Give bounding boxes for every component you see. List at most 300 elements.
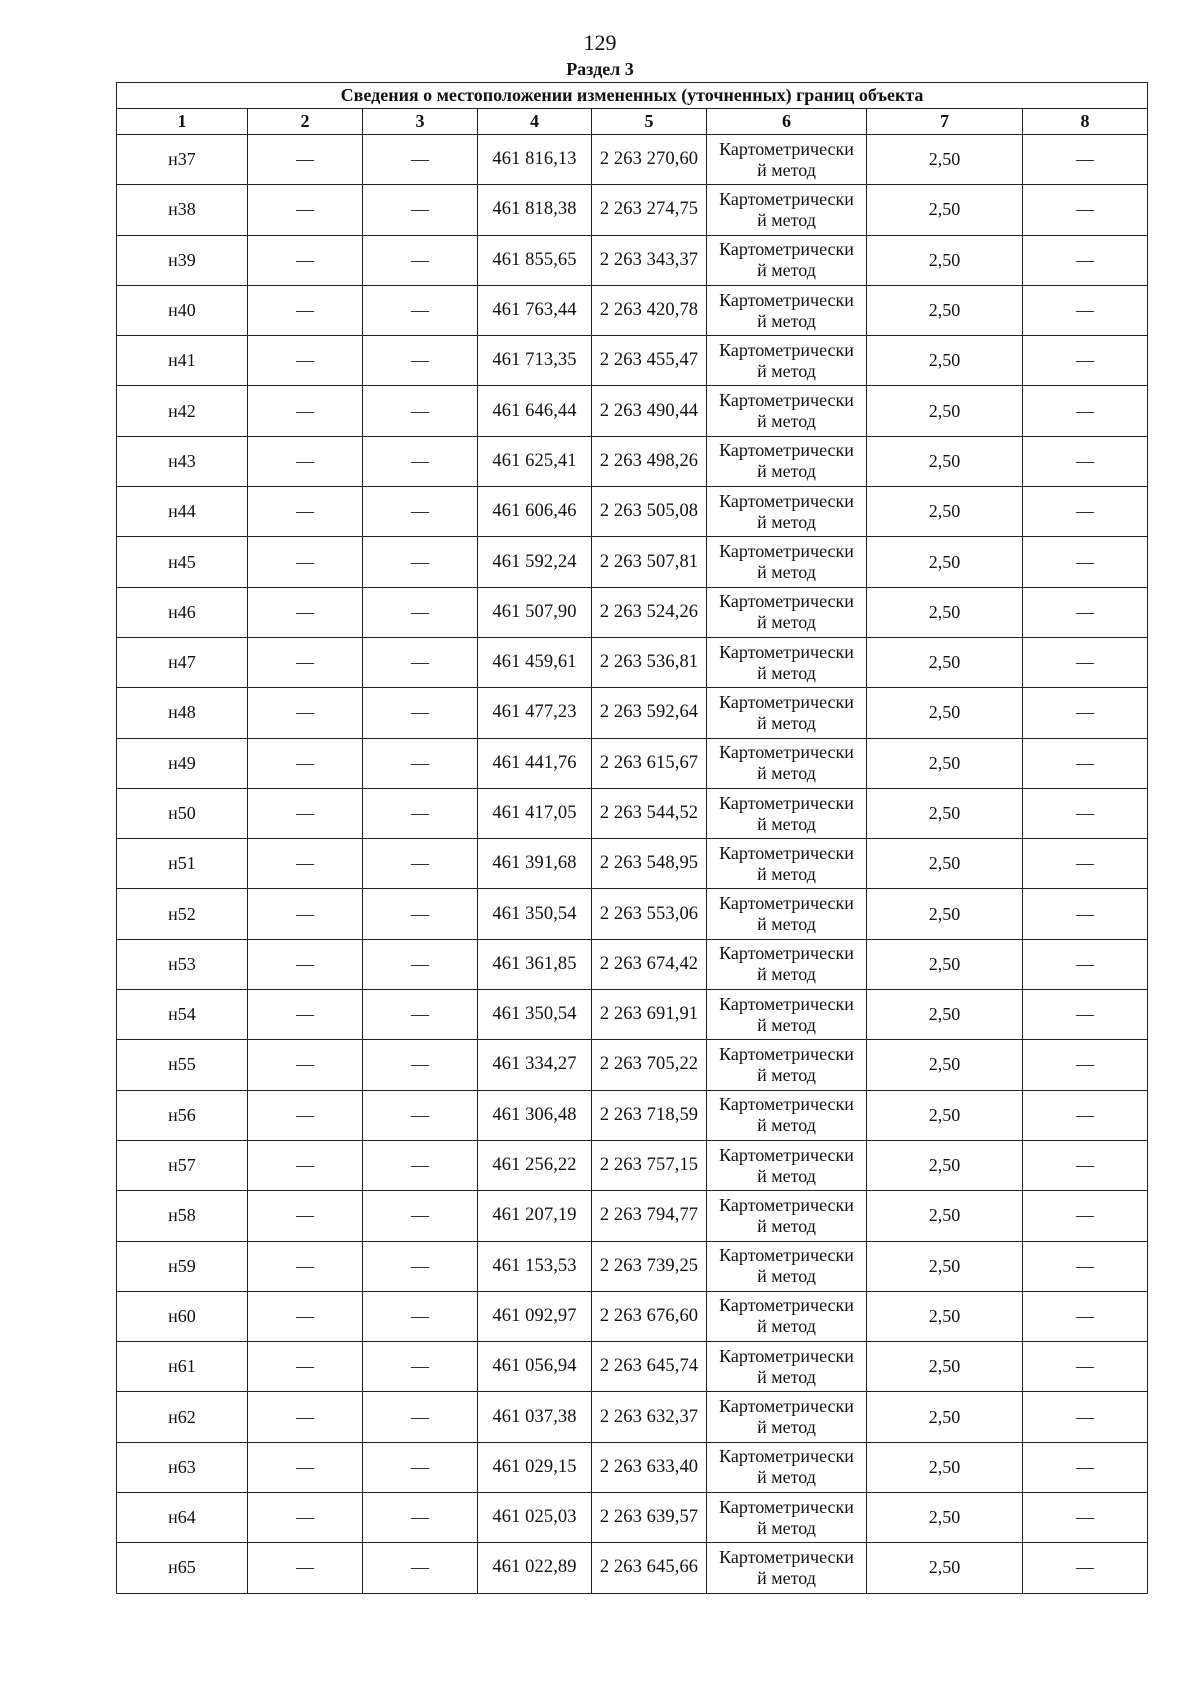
x-coordinate-cell: 461 153,53 bbox=[478, 1241, 592, 1291]
column-8-cell: — bbox=[1023, 839, 1148, 889]
accuracy-cell: 2,50 bbox=[867, 1442, 1023, 1492]
column-8-cell: — bbox=[1023, 738, 1148, 788]
method-cell bbox=[707, 1140, 867, 1190]
column-2-cell: — bbox=[248, 1241, 363, 1291]
method-text-line: Картометрически bbox=[719, 1446, 854, 1467]
accuracy-cell: 2,50 bbox=[867, 688, 1023, 738]
column-number: 1 bbox=[117, 109, 248, 135]
column-3-cell: — bbox=[363, 788, 478, 838]
column-3-cell: — bbox=[363, 1241, 478, 1291]
point-number-cell: н59 bbox=[117, 1241, 248, 1291]
method-text-line: й метод bbox=[757, 712, 816, 733]
point-number-cell: н39 bbox=[117, 235, 248, 285]
method-text-line: Картометрически bbox=[719, 1345, 854, 1366]
table-row bbox=[117, 1241, 1148, 1291]
point-number-cell: н44 bbox=[117, 487, 248, 537]
point-number-cell: н63 bbox=[117, 1442, 248, 1492]
table-row bbox=[117, 1291, 1148, 1341]
method-cell bbox=[707, 1241, 867, 1291]
point-number-cell: н45 bbox=[117, 537, 248, 587]
column-2-cell: — bbox=[248, 1040, 363, 1090]
method-text-line: Картометрически bbox=[719, 289, 854, 310]
column-2-cell: — bbox=[248, 235, 363, 285]
point-number-cell: н60 bbox=[117, 1291, 248, 1341]
boundary-table bbox=[116, 82, 1148, 1594]
column-2-cell: — bbox=[248, 1543, 363, 1593]
table-row bbox=[117, 1442, 1148, 1492]
x-coordinate-cell: 461 207,19 bbox=[478, 1191, 592, 1241]
point-number-cell: н47 bbox=[117, 637, 248, 687]
point-number-cell: н49 bbox=[117, 738, 248, 788]
method-text-line: й метод bbox=[757, 964, 816, 985]
column-8-cell: — bbox=[1023, 386, 1148, 436]
table-caption: Сведения о местоположении измененных (уточненных) границ объекта bbox=[117, 83, 1148, 109]
method-cell bbox=[707, 839, 867, 889]
accuracy-cell: 2,50 bbox=[867, 738, 1023, 788]
column-3-cell: — bbox=[363, 839, 478, 889]
point-number-cell: н43 bbox=[117, 436, 248, 486]
method-text-line: Картометрически bbox=[719, 138, 854, 159]
y-coordinate-cell: 2 263 420,78 bbox=[592, 285, 707, 335]
y-coordinate-cell: 2 263 524,26 bbox=[592, 587, 707, 637]
y-coordinate-cell: 2 263 592,64 bbox=[592, 688, 707, 738]
method-cell bbox=[707, 1090, 867, 1140]
column-8-cell: — bbox=[1023, 285, 1148, 335]
table-row bbox=[117, 587, 1148, 637]
point-number-cell: н52 bbox=[117, 889, 248, 939]
accuracy-cell: 2,50 bbox=[867, 185, 1023, 235]
method-cell bbox=[707, 788, 867, 838]
method-cell bbox=[707, 185, 867, 235]
y-coordinate-cell: 2 263 676,60 bbox=[592, 1291, 707, 1341]
table-row bbox=[117, 788, 1148, 838]
method-text-line: Картометрически bbox=[719, 641, 854, 662]
method-text-line: й метод bbox=[757, 461, 816, 482]
x-coordinate-cell: 461 417,05 bbox=[478, 788, 592, 838]
method-cell bbox=[707, 1543, 867, 1593]
method-text-line: й метод bbox=[757, 1316, 816, 1337]
column-3-cell: — bbox=[363, 336, 478, 386]
table-row bbox=[117, 285, 1148, 335]
x-coordinate-cell: 461 361,85 bbox=[478, 939, 592, 989]
column-2-cell: — bbox=[248, 1392, 363, 1442]
x-coordinate-cell: 461 713,35 bbox=[478, 336, 592, 386]
method-text-line: Картометрически bbox=[719, 1245, 854, 1266]
column-3-cell: — bbox=[363, 688, 478, 738]
method-cell bbox=[707, 436, 867, 486]
column-8-cell: — bbox=[1023, 1291, 1148, 1341]
method-text-line: Картометрически bbox=[719, 541, 854, 562]
accuracy-cell: 2,50 bbox=[867, 587, 1023, 637]
method-cell bbox=[707, 1291, 867, 1341]
y-coordinate-cell: 2 263 691,91 bbox=[592, 990, 707, 1040]
x-coordinate-cell: 461 037,38 bbox=[478, 1392, 592, 1442]
point-number-cell: н48 bbox=[117, 688, 248, 738]
column-2-cell: — bbox=[248, 185, 363, 235]
y-coordinate-cell: 2 263 632,37 bbox=[592, 1392, 707, 1442]
method-cell bbox=[707, 939, 867, 989]
accuracy-cell: 2,50 bbox=[867, 386, 1023, 436]
column-3-cell: — bbox=[363, 1342, 478, 1392]
accuracy-cell: 2,50 bbox=[867, 939, 1023, 989]
method-cell bbox=[707, 1392, 867, 1442]
method-text-line: й метод bbox=[757, 260, 816, 281]
y-coordinate-cell: 2 263 553,06 bbox=[592, 889, 707, 939]
column-number: 7 bbox=[867, 109, 1023, 135]
method-cell bbox=[707, 537, 867, 587]
y-coordinate-cell: 2 263 270,60 bbox=[592, 135, 707, 185]
x-coordinate-cell: 461 029,15 bbox=[478, 1442, 592, 1492]
column-8-cell: — bbox=[1023, 1543, 1148, 1593]
x-coordinate-cell: 461 816,13 bbox=[478, 135, 592, 185]
point-number-cell: н65 bbox=[117, 1543, 248, 1593]
method-text-line: й метод bbox=[757, 1064, 816, 1085]
column-3-cell: — bbox=[363, 1392, 478, 1442]
method-text-line: й метод bbox=[757, 1165, 816, 1186]
method-cell bbox=[707, 637, 867, 687]
table-row bbox=[117, 1090, 1148, 1140]
table-row bbox=[117, 1191, 1148, 1241]
method-text-line: й метод bbox=[757, 310, 816, 331]
table-row bbox=[117, 1543, 1148, 1593]
method-text-line: й метод bbox=[757, 1115, 816, 1136]
table-row bbox=[117, 839, 1148, 889]
column-number: 2 bbox=[248, 109, 363, 135]
column-2-cell: — bbox=[248, 285, 363, 335]
column-2-cell: — bbox=[248, 436, 363, 486]
column-8-cell: — bbox=[1023, 1040, 1148, 1090]
accuracy-cell: 2,50 bbox=[867, 1241, 1023, 1291]
column-8-cell: — bbox=[1023, 1493, 1148, 1543]
accuracy-cell: 2,50 bbox=[867, 235, 1023, 285]
table-row bbox=[117, 889, 1148, 939]
point-number-cell: н41 bbox=[117, 336, 248, 386]
method-text-line: й метод bbox=[757, 763, 816, 784]
x-coordinate-cell: 461 306,48 bbox=[478, 1090, 592, 1140]
method-text-line: Картометрически bbox=[719, 1295, 854, 1316]
point-number-cell: н61 bbox=[117, 1342, 248, 1392]
method-text-line: й метод bbox=[757, 411, 816, 432]
column-number: 6 bbox=[707, 109, 867, 135]
column-3-cell: — bbox=[363, 135, 478, 185]
accuracy-cell: 2,50 bbox=[867, 839, 1023, 889]
point-number-cell: н42 bbox=[117, 386, 248, 436]
point-number-cell: н54 bbox=[117, 990, 248, 1040]
column-2-cell: — bbox=[248, 487, 363, 537]
column-3-cell: — bbox=[363, 1191, 478, 1241]
accuracy-cell: 2,50 bbox=[867, 537, 1023, 587]
column-3-cell: — bbox=[363, 1442, 478, 1492]
method-text-line: й метод bbox=[757, 1567, 816, 1588]
method-cell bbox=[707, 235, 867, 285]
column-number: 3 bbox=[363, 109, 478, 135]
column-2-cell: — bbox=[248, 637, 363, 687]
column-2-cell: — bbox=[248, 1291, 363, 1341]
column-8-cell: — bbox=[1023, 1442, 1148, 1492]
table-row bbox=[117, 235, 1148, 285]
y-coordinate-cell: 2 263 645,74 bbox=[592, 1342, 707, 1392]
column-2-cell: — bbox=[248, 1442, 363, 1492]
column-2-cell: — bbox=[248, 788, 363, 838]
y-coordinate-cell: 2 263 536,81 bbox=[592, 637, 707, 687]
column-8-cell: — bbox=[1023, 235, 1148, 285]
y-coordinate-cell: 2 263 645,66 bbox=[592, 1543, 707, 1593]
column-8-cell: — bbox=[1023, 185, 1148, 235]
x-coordinate-cell: 461 391,68 bbox=[478, 839, 592, 889]
x-coordinate-cell: 461 022,89 bbox=[478, 1543, 592, 1593]
y-coordinate-cell: 2 263 274,75 bbox=[592, 185, 707, 235]
column-8-cell: — bbox=[1023, 637, 1148, 687]
method-text-line: Картометрически bbox=[719, 993, 854, 1014]
x-coordinate-cell: 461 592,24 bbox=[478, 537, 592, 587]
x-coordinate-cell: 461 334,27 bbox=[478, 1040, 592, 1090]
table-row bbox=[117, 688, 1148, 738]
column-8-cell: — bbox=[1023, 135, 1148, 185]
x-coordinate-cell: 461 818,38 bbox=[478, 185, 592, 235]
y-coordinate-cell: 2 263 615,67 bbox=[592, 738, 707, 788]
column-3-cell: — bbox=[363, 587, 478, 637]
method-text-line: й метод bbox=[757, 511, 816, 532]
point-number-cell: н50 bbox=[117, 788, 248, 838]
column-3-cell: — bbox=[363, 487, 478, 537]
method-text-line: Картометрически bbox=[719, 792, 854, 813]
point-number-cell: н58 bbox=[117, 1191, 248, 1241]
table-row bbox=[117, 436, 1148, 486]
method-cell bbox=[707, 487, 867, 537]
method-cell bbox=[707, 1342, 867, 1392]
section-title: Раздел 3 bbox=[566, 59, 634, 79]
column-2-cell: — bbox=[248, 336, 363, 386]
column-8-cell: — bbox=[1023, 436, 1148, 486]
method-cell bbox=[707, 1493, 867, 1543]
column-8-cell: — bbox=[1023, 788, 1148, 838]
point-number-cell: н40 bbox=[117, 285, 248, 335]
method-text-line: й метод bbox=[757, 1014, 816, 1035]
y-coordinate-cell: 2 263 705,22 bbox=[592, 1040, 707, 1090]
column-2-cell: — bbox=[248, 1342, 363, 1392]
method-text-line: й метод bbox=[757, 1517, 816, 1538]
y-coordinate-cell: 2 263 507,81 bbox=[592, 537, 707, 587]
method-text-line: й метод bbox=[757, 209, 816, 230]
column-2-cell: — bbox=[248, 537, 363, 587]
table-row bbox=[117, 336, 1148, 386]
method-text-line: Картометрически bbox=[719, 239, 854, 260]
accuracy-cell: 2,50 bbox=[867, 285, 1023, 335]
accuracy-cell: 2,50 bbox=[867, 889, 1023, 939]
method-text-line: й метод bbox=[757, 562, 816, 583]
method-text-line: Картометрически bbox=[719, 1043, 854, 1064]
table-row bbox=[117, 487, 1148, 537]
table-row bbox=[117, 537, 1148, 587]
y-coordinate-cell: 2 263 343,37 bbox=[592, 235, 707, 285]
x-coordinate-cell: 461 855,65 bbox=[478, 235, 592, 285]
column-3-cell: — bbox=[363, 738, 478, 788]
accuracy-cell: 2,50 bbox=[867, 1090, 1023, 1140]
table-row bbox=[117, 1140, 1148, 1190]
column-2-cell: — bbox=[248, 939, 363, 989]
method-text-line: й метод bbox=[757, 1215, 816, 1236]
method-text-line: й метод bbox=[757, 813, 816, 834]
method-text-line: Картометрически bbox=[719, 943, 854, 964]
method-text-line: й метод bbox=[757, 1417, 816, 1438]
method-cell bbox=[707, 1191, 867, 1241]
accuracy-cell: 2,50 bbox=[867, 487, 1023, 537]
method-text-line: Картометрически bbox=[719, 691, 854, 712]
table-row bbox=[117, 1392, 1148, 1442]
y-coordinate-cell: 2 263 674,42 bbox=[592, 939, 707, 989]
x-coordinate-cell: 461 256,22 bbox=[478, 1140, 592, 1190]
y-coordinate-cell: 2 263 633,40 bbox=[592, 1442, 707, 1492]
page-number: 129 bbox=[583, 30, 617, 55]
column-2-cell: — bbox=[248, 587, 363, 637]
method-text-line: Картометрически bbox=[719, 1094, 854, 1115]
method-cell bbox=[707, 1040, 867, 1090]
accuracy-cell: 2,50 bbox=[867, 1040, 1023, 1090]
method-text-line: Картометрически bbox=[719, 490, 854, 511]
column-8-cell: — bbox=[1023, 336, 1148, 386]
point-number-cell: н46 bbox=[117, 587, 248, 637]
table-row bbox=[117, 1342, 1148, 1392]
y-coordinate-cell: 2 263 505,08 bbox=[592, 487, 707, 537]
table-row bbox=[117, 386, 1148, 436]
column-number: 8 bbox=[1023, 109, 1148, 135]
accuracy-cell: 2,50 bbox=[867, 788, 1023, 838]
column-number-row bbox=[117, 109, 1148, 135]
column-3-cell: — bbox=[363, 185, 478, 235]
column-3-cell: — bbox=[363, 235, 478, 285]
method-text-line: й метод bbox=[757, 159, 816, 180]
accuracy-cell: 2,50 bbox=[867, 1291, 1023, 1341]
column-8-cell: — bbox=[1023, 1241, 1148, 1291]
method-text-line: Картометрически bbox=[719, 440, 854, 461]
table-row bbox=[117, 990, 1148, 1040]
column-2-cell: — bbox=[248, 990, 363, 1040]
method-text-line: й метод bbox=[757, 1366, 816, 1387]
method-cell bbox=[707, 738, 867, 788]
column-8-cell: — bbox=[1023, 688, 1148, 738]
column-3-cell: — bbox=[363, 386, 478, 436]
point-number-cell: н55 bbox=[117, 1040, 248, 1090]
method-text-line: Картометрически bbox=[719, 591, 854, 612]
method-cell bbox=[707, 889, 867, 939]
method-text-line: й метод bbox=[757, 360, 816, 381]
column-3-cell: — bbox=[363, 990, 478, 1040]
accuracy-cell: 2,50 bbox=[867, 336, 1023, 386]
column-3-cell: — bbox=[363, 1291, 478, 1341]
x-coordinate-cell: 461 350,54 bbox=[478, 889, 592, 939]
x-coordinate-cell: 461 507,90 bbox=[478, 587, 592, 637]
column-8-cell: — bbox=[1023, 487, 1148, 537]
y-coordinate-cell: 2 263 757,15 bbox=[592, 1140, 707, 1190]
column-8-cell: — bbox=[1023, 889, 1148, 939]
method-cell bbox=[707, 336, 867, 386]
x-coordinate-cell: 461 092,97 bbox=[478, 1291, 592, 1341]
column-3-cell: — bbox=[363, 1090, 478, 1140]
accuracy-cell: 2,50 bbox=[867, 1191, 1023, 1241]
table-row bbox=[117, 1040, 1148, 1090]
accuracy-cell: 2,50 bbox=[867, 1493, 1023, 1543]
table-row bbox=[117, 939, 1148, 989]
point-number-cell: н51 bbox=[117, 839, 248, 889]
method-text-line: й метод bbox=[757, 914, 816, 935]
column-3-cell: — bbox=[363, 637, 478, 687]
table-row bbox=[117, 738, 1148, 788]
column-2-cell: — bbox=[248, 1140, 363, 1190]
point-number-cell: н64 bbox=[117, 1493, 248, 1543]
method-text-line: Картометрически bbox=[719, 1546, 854, 1567]
table-row bbox=[117, 637, 1148, 687]
column-8-cell: — bbox=[1023, 1392, 1148, 1442]
column-3-cell: — bbox=[363, 939, 478, 989]
column-2-cell: — bbox=[248, 839, 363, 889]
y-coordinate-cell: 2 263 498,26 bbox=[592, 436, 707, 486]
column-3-cell: — bbox=[363, 436, 478, 486]
column-2-cell: — bbox=[248, 1191, 363, 1241]
method-text-line: й метод bbox=[757, 662, 816, 683]
point-number-cell: н56 bbox=[117, 1090, 248, 1140]
y-coordinate-cell: 2 263 794,77 bbox=[592, 1191, 707, 1241]
accuracy-cell: 2,50 bbox=[867, 637, 1023, 687]
column-8-cell: — bbox=[1023, 939, 1148, 989]
method-text-line: Картометрически bbox=[719, 1194, 854, 1215]
column-8-cell: — bbox=[1023, 537, 1148, 587]
column-2-cell: — bbox=[248, 1493, 363, 1543]
accuracy-cell: 2,50 bbox=[867, 436, 1023, 486]
x-coordinate-cell: 461 025,03 bbox=[478, 1493, 592, 1543]
column-3-cell: — bbox=[363, 1040, 478, 1090]
y-coordinate-cell: 2 263 544,52 bbox=[592, 788, 707, 838]
column-2-cell: — bbox=[248, 1090, 363, 1140]
x-coordinate-cell: 461 763,44 bbox=[478, 285, 592, 335]
x-coordinate-cell: 461 056,94 bbox=[478, 1342, 592, 1392]
accuracy-cell: 2,50 bbox=[867, 990, 1023, 1040]
method-cell bbox=[707, 587, 867, 637]
column-8-cell: — bbox=[1023, 1191, 1148, 1241]
method-cell bbox=[707, 135, 867, 185]
column-2-cell: — bbox=[248, 738, 363, 788]
accuracy-cell: 2,50 bbox=[867, 1342, 1023, 1392]
method-text-line: й метод bbox=[757, 1266, 816, 1287]
method-text-line: Картометрически bbox=[719, 1396, 854, 1417]
column-3-cell: — bbox=[363, 1493, 478, 1543]
accuracy-cell: 2,50 bbox=[867, 135, 1023, 185]
table-body bbox=[117, 135, 1148, 1594]
table-row bbox=[117, 185, 1148, 235]
column-3-cell: — bbox=[363, 285, 478, 335]
method-text-line: Картометрически bbox=[719, 339, 854, 360]
column-3-cell: — bbox=[363, 537, 478, 587]
column-2-cell: — bbox=[248, 889, 363, 939]
accuracy-cell: 2,50 bbox=[867, 1140, 1023, 1190]
column-8-cell: — bbox=[1023, 587, 1148, 637]
y-coordinate-cell: 2 263 718,59 bbox=[592, 1090, 707, 1140]
table-caption-row bbox=[117, 83, 1148, 109]
y-coordinate-cell: 2 263 455,47 bbox=[592, 336, 707, 386]
accuracy-cell: 2,50 bbox=[867, 1543, 1023, 1593]
accuracy-cell: 2,50 bbox=[867, 1392, 1023, 1442]
table-row bbox=[117, 1493, 1148, 1543]
y-coordinate-cell: 2 263 490,44 bbox=[592, 386, 707, 436]
y-coordinate-cell: 2 263 548,95 bbox=[592, 839, 707, 889]
column-3-cell: — bbox=[363, 1543, 478, 1593]
y-coordinate-cell: 2 263 739,25 bbox=[592, 1241, 707, 1291]
x-coordinate-cell: 461 441,76 bbox=[478, 738, 592, 788]
method-text-line: Картометрически bbox=[719, 390, 854, 411]
method-cell bbox=[707, 1442, 867, 1492]
method-text-line: Картометрически bbox=[719, 893, 854, 914]
point-number-cell: н57 bbox=[117, 1140, 248, 1190]
column-2-cell: — bbox=[248, 135, 363, 185]
